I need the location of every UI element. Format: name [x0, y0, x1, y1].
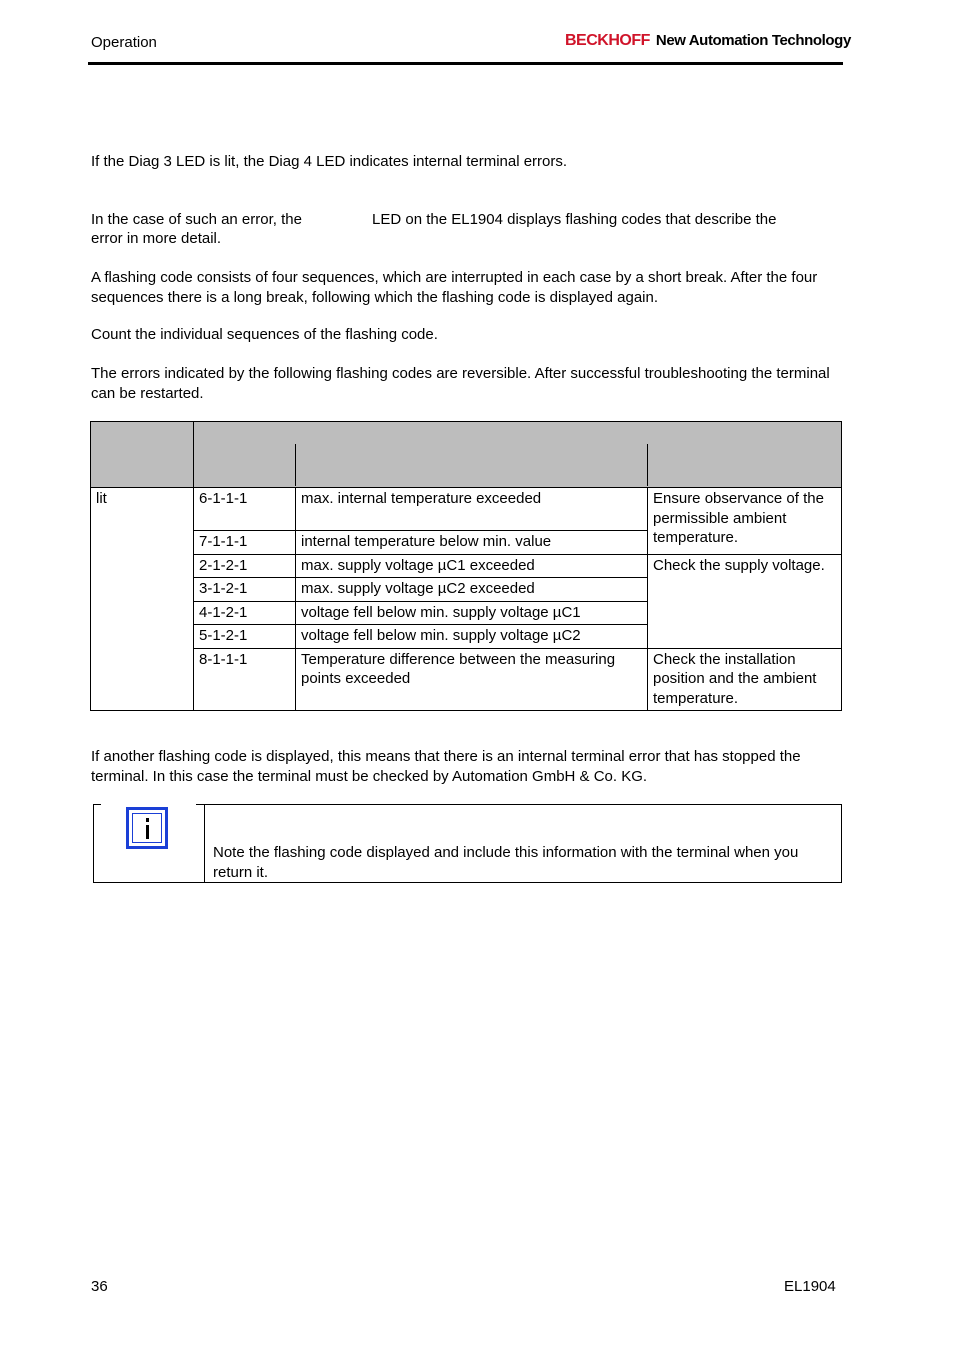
table-cell-meaning: max. supply voltage µC1 exceeded	[296, 554, 648, 578]
table-cell-state: lit	[91, 488, 194, 711]
note-divider	[204, 804, 205, 883]
table-cell-remedy: Check the installation position and the ambient temperature.	[648, 648, 842, 711]
paragraph-other-code: If another flashing code is displayed, this means that there is an internal terminal error that has stopped the terminal. In this case the terminal must be checked by Automation GmbH & Co. KG.	[91, 748, 801, 785]
table-cell-meaning: voltage fell below min. supply voltage µC2	[296, 625, 648, 649]
brand-name: BECKHOFF	[565, 32, 650, 49]
note-corner-tick	[93, 804, 101, 805]
paragraph-count: Count the individual sequences of the flashing code.	[91, 326, 438, 343]
note-corner-tick	[196, 804, 204, 805]
flash-code-table	[90, 421, 842, 711]
table-row	[91, 488, 842, 531]
table-cell-code: 6-1-1-1	[194, 488, 296, 531]
table-cell-meaning: max. internal temperature exceeded	[296, 488, 648, 531]
table-cell-code: 7-1-1-1	[194, 531, 296, 555]
table-header-cell	[91, 422, 194, 488]
note-text: Note the flashing code displayed and include this information with the terminal when you return it.	[213, 844, 799, 881]
header-rule	[88, 62, 843, 65]
brand-tagline: New Automation Technology	[655, 32, 851, 49]
table-cell-remedy: Check the supply voltage.	[648, 554, 842, 648]
info-icon	[126, 807, 168, 849]
paragraph-reversible: The errors indicated by the following flashing codes are reversible. After successful troubleshooting the terminal can be restarted.	[91, 365, 830, 402]
paragraph-flash-sequence: A flashing code consists of four sequences, which are interrupted in each case by a short break. After the four sequences there is a long break, following which the flashing code is displayed again.	[91, 269, 818, 306]
page-number: 36	[91, 1278, 108, 1295]
table-cell-meaning: internal temperature below min. value	[296, 531, 648, 555]
paragraph-diag: If the Diag 3 LED is lit, the Diag 4 LED indicates internal terminal errors.	[91, 153, 568, 170]
table-cell-code: 8-1-1-1	[194, 648, 296, 711]
table-cell-code: 4-1-2-1	[194, 601, 296, 625]
table-cell-meaning: max. supply voltage µC2 exceeded	[296, 578, 648, 602]
table-cell-meaning: Temperature difference between the measuring points exceeded	[296, 648, 648, 711]
note-top-border	[204, 804, 841, 805]
brand-logo	[565, 32, 851, 50]
table-row	[91, 648, 842, 711]
table-cell-meaning: voltage fell below min. supply voltage µC1	[296, 601, 648, 625]
table-header-row	[91, 422, 842, 488]
table-cell-code: 3-1-2-1	[194, 578, 296, 602]
header-section-title: Operation	[91, 34, 157, 51]
paragraph-error-case-c: error in more detail.	[91, 230, 222, 247]
table-cell-code: 5-1-2-1	[194, 625, 296, 649]
table-cell-code: 2-1-2-1	[194, 554, 296, 578]
table-header-cell	[194, 422, 842, 488]
paragraph-error-case-b: LED on the EL1904 displays flashing codes that describe the	[372, 211, 777, 228]
table-cell-remedy: Ensure observance of the permissible ambient temperature.	[648, 488, 842, 555]
product-name: EL1904	[784, 1278, 836, 1295]
paragraph-error-case-a: In the case of such an error, the	[91, 211, 302, 228]
table-row	[91, 554, 842, 578]
